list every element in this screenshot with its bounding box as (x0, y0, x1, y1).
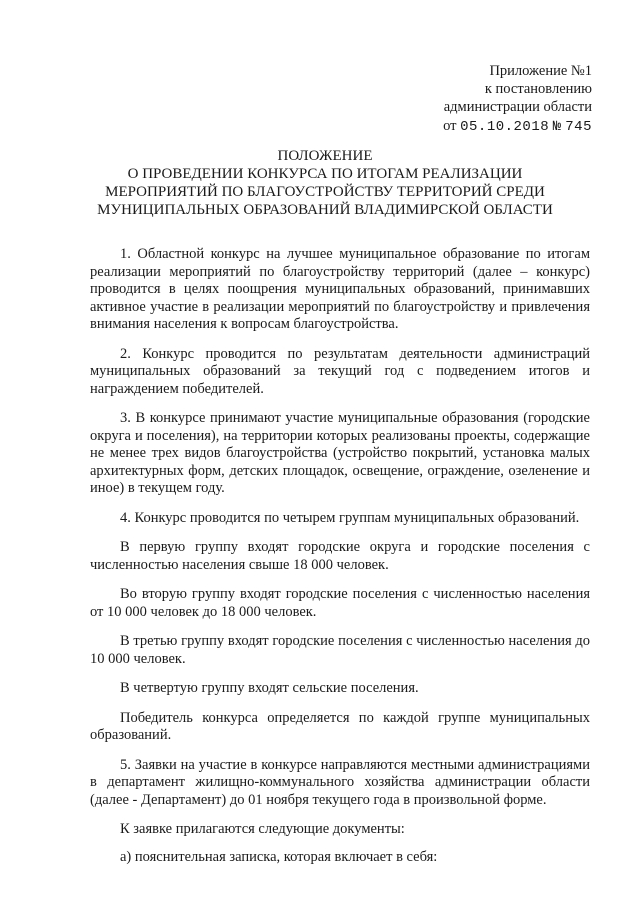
paragraph-group-3: В третью группу входят городские поселения с численностью населения до 10 000 человек. (90, 633, 590, 667)
number-sign: № (552, 119, 562, 135)
paragraph-documents: К заявке прилагаются следующие документы: (120, 821, 405, 837)
paragraph-group-2: Во вторую группу входят городские поселения с численностью населения от 10 000 человек до 18 000 человек. (90, 586, 590, 620)
date-stamp: 05.10.2018 (460, 119, 550, 135)
annex-block (392, 62, 592, 136)
title-line-3: МУНИЦИПАЛЬНЫХ ОБРАЗОВАНИЙ ВЛАДИМИРСКОЙ ОБЛАСТИ (97, 202, 553, 218)
paragraph-item-a: а) пояснительная записка, которая включает в себя: (120, 848, 438, 865)
paragraph-group-1: В первую группу входят городские округа и городские поселения с численностью населения свыше 18 000 человек. (90, 539, 590, 573)
annex-line-3: администрации области (443, 99, 592, 115)
paragraph-1: 1. Областной конкурс на лучшее муниципальное образование по итогам реализации мероприятий по благоустройству территорий (далее – конкурс) проводится в целях поощрения муниципальных образований, принимавших активное участие в реализации мероприятий по благоустройству и привлечения внимания населения к вопросам благоустройства. (90, 246, 590, 332)
date-prefix: от (443, 118, 457, 134)
title-line-2: МЕРОПРИЯТИЙ ПО БЛАГОУСТРОЙСТВУ ТЕРРИТОРИЙ СРЕДИ (105, 184, 545, 200)
paragraph-5: 5. Заявки на участие в конкурсе направляются местными администрациями в департамент жилищно-коммунального хозяйства администрации области (далее - Департамент) до 01 ноября текущего года в произвольной форме. (90, 756, 590, 808)
paragraph-2: 2. Конкурс проводится по результатам деятельности администраций муниципальных образований за текущий год с подведением итогов и награждением победителей. (90, 345, 590, 397)
document-title (60, 147, 590, 219)
paragraph-3: 3. В конкурсе принимают участие муниципальные образования (городские округа и поселения), на территории которых реализованы проекты, содержащие не менее трех видов благоустройства (устройство покрытий, установка малых архитектурных форм, детских площадок, освещение, ограждение, озеленение и иное) в текущем году. (90, 410, 590, 496)
title-heading: ПОЛОЖЕНИЕ (277, 148, 373, 164)
paragraph-4: 4. Конкурс проводится по четырем группам муниципальных образований. (120, 509, 580, 526)
document-body (90, 246, 590, 876)
number-stamp: 745 (565, 119, 592, 135)
paragraph-group-4: В четвертую группу входят сельские поселения. (120, 680, 419, 696)
annex-line-1: Приложение №1 (489, 63, 592, 79)
annex-line-2: к постановлению (484, 81, 592, 97)
title-line-1: О ПРОВЕДЕНИИ КОНКУРСА ПО ИТОГАМ РЕАЛИЗАЦИИ (127, 166, 523, 182)
annex-date-line (392, 117, 592, 136)
paragraph-winner: Победитель конкурса определяется по каждой группе муниципальных образований. (90, 709, 590, 743)
